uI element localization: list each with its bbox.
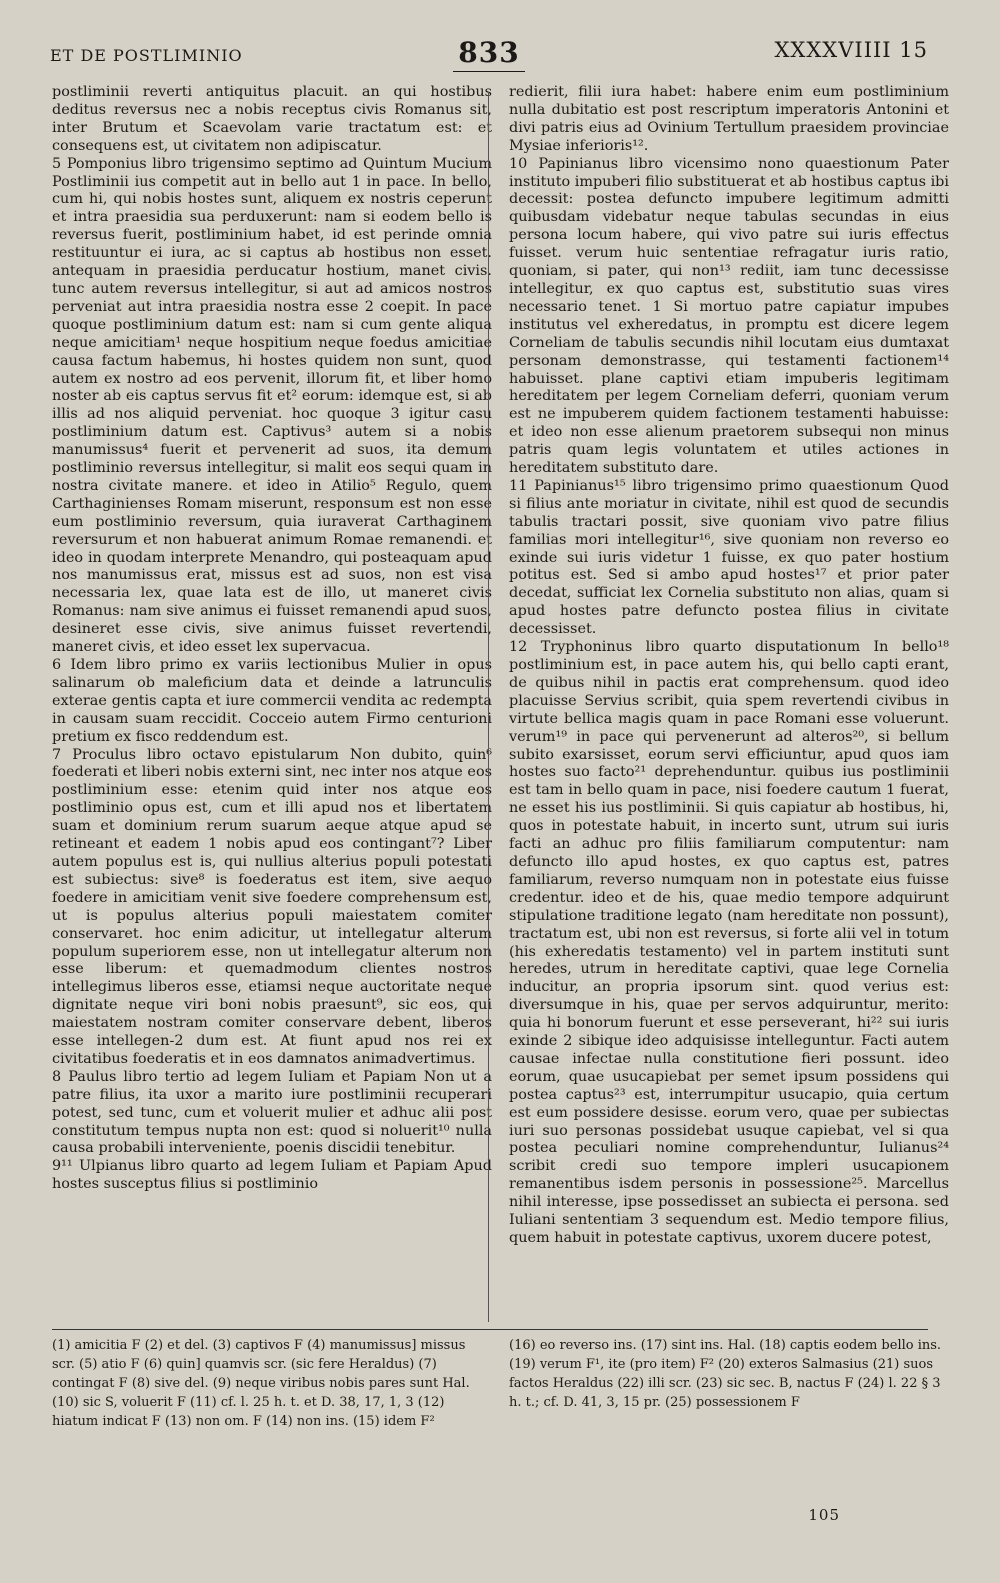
column-divider (488, 92, 489, 1322)
signature-mark: 105 (808, 1506, 840, 1524)
paragraph: 11 Papinianus¹⁵ libro trigensimo primo quaestionum Quod si filius ante moriatur in civitate, nihil est quod de secundis tabulis tractari possit, sive quoniam vivo patre filius familias mori intellegitur¹⁶, sive quoniam non reverso eo exinde sui iuris videtur 1 fuisse, ex quo pater hostium potitus est. Sed si ambo apud hostes¹⁷ et prior pater decedat, sufficiat lex Cornelia substituto non alias, quam si apud hostes patre defuncto postea filius in civitate decessisset. (509, 477, 949, 638)
paragraph: 9¹¹ Ulpianus libro quarto ad legem Iuliam et Papiam Apud hostes susceptus filius si postliminio (52, 1158, 492, 1193)
footnote-divider (52, 1329, 928, 1330)
footnotes-right: (16) eo reverso ins. (17) sint ins. Hal. (18) captis eodem bello ins. (19) verum F¹, ite (pro item) F² (20) exteros Salmasius (21) suos factos Heraldus (22) illi scr. (23) sic sec. B, nactus F (24) l. 22 § 3 h. t.; cf. D. 41, 3, 15 pr. (25) possessionem F (509, 1338, 942, 1410)
page-number: 833 (50, 36, 928, 72)
paragraph: 12 Tryphoninus libro quarto disputationum In bello¹⁸ postliminium est, in pace autem his, qui bello capti erant, de quibus nihil in pactis erat comprehensum. quod ideo placuisse Servius scribit, quia spem revertendi civibus in virtute bellica magis quam in pace Romani esse voluerunt. verum¹⁹ in pace qui pervenerunt ad alteros²⁰, si bellum subito exarsisset, eorum servi efficiuntur, apud quos iam hostes suo facto²¹ deprehenduntur. quibus ius postliminii est tam in bello quam in pace, nisi foedere cautum 1 fuerat, ne esset his ius postliminii. Si quis capiatur ab hostibus, hi, quos in potestate habuit, in incerto sunt, utrum sui iuris facti an adhuc pro filiis familiarum computentur: nam defuncto illo apud hostes, ex quo captus est, patres familiarum, reverso numquam non in potestate eius fuisse credentur. ideo et de his, quae medio tempore adquirunt stipulatione traditione legato (nam hereditate non possunt), tractatum est, ubi non est reversus, si forte alii vel in totum (his exheredatis testamento) vel in partem instituti sunt heredes, utrum in hereditate captivi, quae lege Cornelia inducitur, an propria ipsorum sint. quod verius est: diversumque in his, quae per servos adquiruntur, merito: quia hi bonorum fuerunt et esse perseverant, hi²² sui iuris exinde 2 sibique ideo adquisisse intelleguntur. Facti autem causae infectae nulla constitutione fieri possunt. ideo eorum, quae usucapiebat per semet ipsum possidens qui postea captus²³ est, interrumpitur usucapio, quia certum est eum possidere desisse. eorum vero, quae per subiectas iuri suo personas possidebat usuque capiebat, vel si qua postea peculiari nomine comprehenduntur, Iulianus²⁴ scribit credi suo tempore impleri usucapionem remanentibus isdem personis in possessione²⁵. Marcellus nihil interesse, ipse possedisset an subiecta ei persona. sed Iuliani sententiam 3 sequendum est. Medio tempore filius, quem habuit in potestate captivus, uxorem ducere potest, (509, 639, 949, 1246)
right-column (509, 84, 949, 1248)
page-header (50, 36, 928, 76)
left-column (52, 84, 492, 1194)
paragraph: 5 Pomponius libro trigensimo septimo ad Quintum Mucium Postliminii ius competit aut in bello aut 1 in pace. In bello, cum hi, qui nobis hostes sunt, aliquem ex nostris ceperunt et intra praesidia sua perduxerunt: nam si eodem bello is reversus fuerit, postliminium habet, id est perinde omnia restituuntur ei iura, ac si captus ab hostibus non esset. antequam in praesidia perducatur hostium, manet civis. tunc autem reversus intellegitur, si aut ad amicos nostros perveniat aut intra praesidia nostra esse 2 coepit. In pace quoque postliminium datum est: nam si cum gente aliqua neque amicitiam¹ neque hospitium neque foedus amicitiae causa factum habemus, hi hostes quidem non sunt, quod autem ex nostro ad eos pervenit, illorum fit, et liber homo noster ab eis captus servus fit et² eorum: idemque est, si ab illis ad nos aliquid perveniat. hoc quoque 3 igitur casu postliminium datum est. Captivus³ autem si a nobis manumissus⁴ fuerit et pervenerit ad suos, ita demum postliminio reversus intellegitur, si malit eos sequi quam in nostra civitate manere. et ideo in Atilio⁵ Regulo, quem Carthaginienses Romam miserunt, responsum est non esse eum postliminio reversum, quia iuraverat Carthaginem reversurum et non habuerat animum Romae remanendi. et ideo in quodam interprete Menandro, qui posteaquam apud nos manumissus erat, missus est ad suos, non est visa necessaria lex, quae lata est de illo, ut maneret civis Romanus: nam sive animus ei fuisset remanendi apud suos, desineret esse civis, sive animus fuisset revertendi, maneret civis, et ideo esset lex supervacua. (52, 155, 492, 656)
running-title: ET DE POSTLIMINIO (50, 46, 243, 65)
paragraph: redierit, filii iura habet: habere enim eum postliminium nulla dubitatio est post rescriptum imperatoris Antonini et divi patris eius ad Ovinium Tertullum praesidem provinciae Mysiae inferioris¹². (509, 84, 949, 154)
footnotes-left: (1) amicitia F (2) et del. (3) captivos F (4) manumissus] missus scr. (5) atio F (6) quin] quamvis scr. (sic fere Heraldus) (7) contingat F (8) sive del. (9) neque viribus nobis pares sunt Hal. (10) sic S, voluerit F (11) cf. l. 25 h. t. et D. 38, 17, 1, 3 (12) hiatum indicat F (13) non om. F (14) non ins. (15) idem F² (52, 1338, 470, 1429)
paragraph: 10 Papinianus libro vicensimo nono quaestionum Pater instituto impuberi filio substituerat et ab hostibus captus ibi decessit: postea defuncto impubere legitimum admitti quibusdam videbatur neque tabulas secundas in eius persona locum habere, qui vivo patre sui iuris effectus fuisset. verum huic sententiae refragatur iuris ratio, quoniam, si pater, qui non¹³ rediit, iam tunc decessisse intellegitur, ex quo captus est, substitutio suas vires necessario tenet. 1 Si mortuo patre capiatur impubes institutus vel exheredatus, in promptu est dicere legem Corneliam de tabulis secundis nihil locutam eius dumtaxat personam demonstrasse, qui testamenti factionem¹⁴ habuisset. plane captivi etiam impuberis legitimam hereditatem per legem Corneliam deferri, quoniam verum est ne impuberem quidem factionem testamenti habuisse: et ideo non esse alienum praetorem subsequi non minus patris quam legis voluntatem et utiles actiones in hereditatem substituto dare. (509, 155, 949, 477)
paragraph: 8 Paulus libro tertio ad legem Iuliam et Papiam Non ut a patre filius, ita uxor a marito iure postliminii recuperari potest, sed tunc, cum et voluerit mulier et adhuc alii post constitutum tempus nupta non est: quod si noluerit¹⁰ nulla causa probabili interveniente, poenis discidii tenebitur. (52, 1068, 492, 1157)
paragraph: 6 Idem libro primo ex variis lectionibus Mulier in opus salinarum ob maleficium data et deinde a latrunculis exterae gentis capta et iure commercii vendita ac redempta in causam suam reccidit. Cocceio autem Firmo centurioni pretium ex fisco reddendum est. (52, 657, 492, 745)
section-mark: XXXXVIIII 15 (774, 38, 928, 62)
paragraph: postliminii reverti antiquitus placuit. an qui hostibus deditus reversus nec a nobis receptus civis Romanus sit, inter Brutum et Scaevolam varie tractatum est: et consequens est, ut civitatem non adipiscatur. (52, 84, 492, 154)
paragraph: 7 Proculus libro octavo epistularum Non dubito, quin⁶ foederati et liberi nobis externi sint, nec inter nos atque eos postliminium esse: etenim quid inter nos atque eos postliminio opus est, cum et illi apud nos et libertatem suam et dominium rerum suarum aeque atque apud se retineant et eadem 1 nobis apud eos contingant⁷? Liber autem populus est is, qui nullius alterius populi potestati est subiectus: sive⁸ is foederatus est item, sive aequo foedere in amicitiam venit sive foedere comprehensum est, ut is populus alterius populi maiestatem comiter conservaret. hoc enim adicitur, ut intellegatur alterum populum superiorem esse, non ut intellegatur alterum non esse liberum: et quemadmodum clientes nostros intellegimus liberos esse, etiamsi neque auctoritate neque dignitate neque viri boni nobis praesunt⁹, sic eos, qui maiestatem nostram comiter conservare debent, liberos esse intellegen-2 dum est. At fiunt apud nos rei ex civitatibus foederatis et in eos damnatos animadvertimus. (52, 746, 492, 1067)
